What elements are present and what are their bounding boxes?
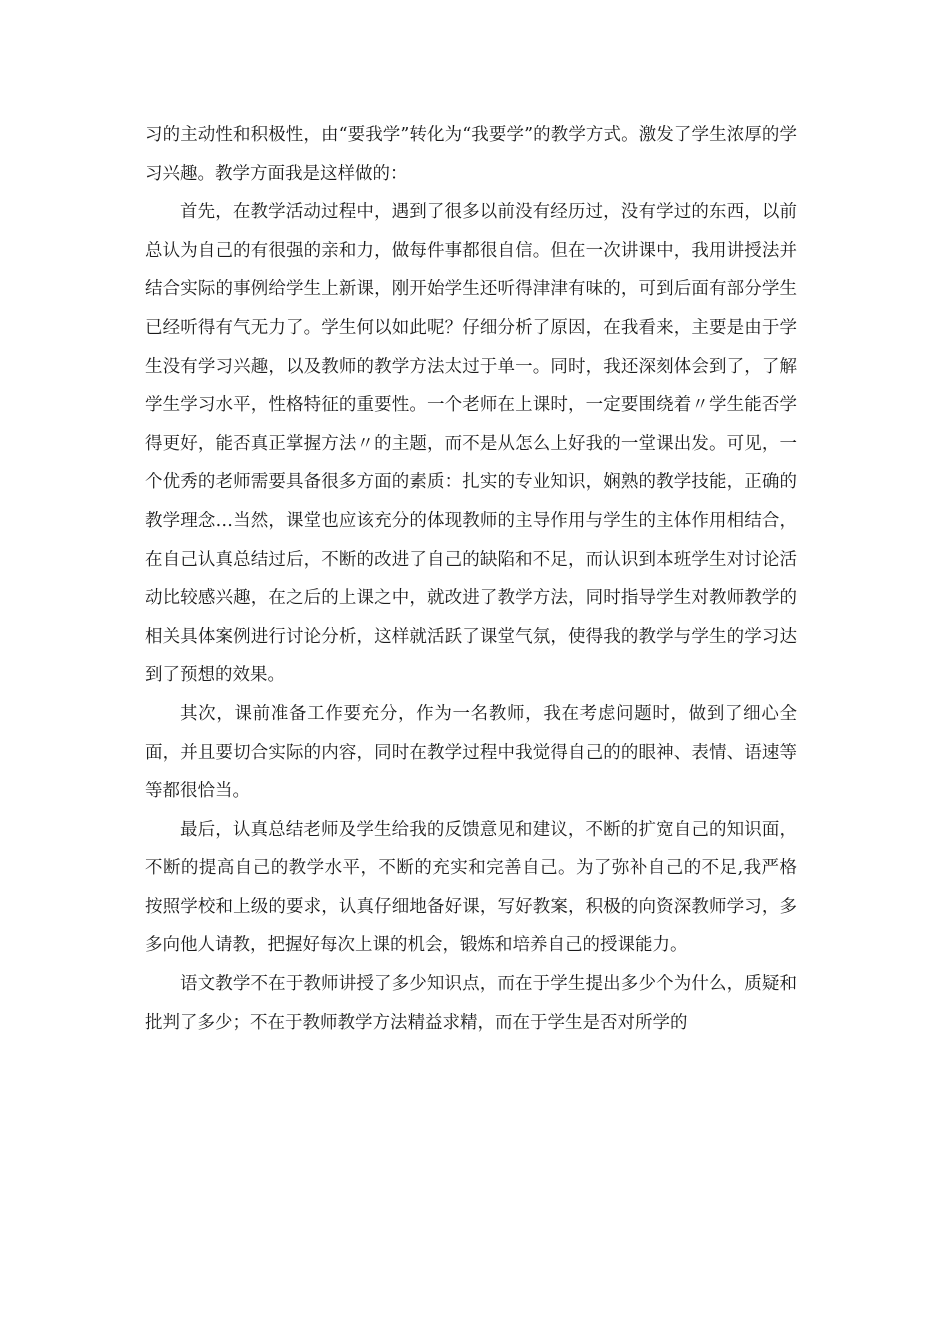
- paragraph-second: 其次，课前准备工作要充分，作为一名教师，我在考虑问题时，做到了细心全面，并且要切合实际的内容，同时在教学过程中我觉得自己的的眼神、表情、语速等等都很恰当。: [145, 703, 797, 802]
- paragraph-last: 最后，认真总结老师及学生给我的反馈意见和建议，不断的扩宽自己的知识面，不断的提高自己的教学水平，不断的充实和完善自己。为了弥补自己的不足,我严格按照学校和上级的要求，认真仔细地备好课，写好教案，积极的向资深教师学习，多多向他人请教，把握好每次上课的机会，锻炼和培养自己的授课能力。: [145, 819, 797, 956]
- paragraph-continuation: 习的主动性和积极性，由“要我学”转化为“我要学”的教学方式。激发了学生浓厚的学习兴趣。教学方面我是这样做的：: [145, 125, 797, 184]
- paragraph-first: 首先，在教学活动过程中，遇到了很多以前没有经历过，没有学过的东西，以前总认为自己的有很强的亲和力，做每件事都很自信。但在一次讲课中，我用讲授法并结合实际的事例给学生上新课，刚开始学生还听得津津有味的，可到后面有部分学生已经听得有气无力了。学生何以如此呢？仔细分析了原因，在我看来，主要是由于学生没有学习兴趣，以及教师的教学方法太过于单一。同时，我还深刻体会到了，了解学生学习水平，性格特征的重要性。一个老师在上课时，一定要围绕着〃学生能否学得更好，能否真正掌握方法〃的主题，而不是从怎么上好我的一堂课出发。可见，一个优秀的老师需要具备很多方面的素质：扎实的专业知识，娴熟的教学技能，正确的教学理念…当然，课堂也应该充分的体现教师的主导作用与学生的主体作用相结合，在自己认真总结过后，不断的改进了自己的缺陷和不足，而认识到本班学生对讨论活动比较感兴趣，在之后的上课之中，就改进了教学方法，同时指导学生对教师教学的相关具体案例进行讨论分析，这样就活跃了课堂气氛，使得我的教学与学生的学习达到了预想的效果。: [145, 202, 797, 686]
- paragraph-chinese-teaching: 语文教学不在于教师讲授了多少知识点，而在于学生提出多少个为什么，质疑和批判了多少；不在于教师教学方法精益求精，而在于学生是否对所学的: [145, 974, 797, 1033]
- document-body: [145, 116, 797, 1042]
